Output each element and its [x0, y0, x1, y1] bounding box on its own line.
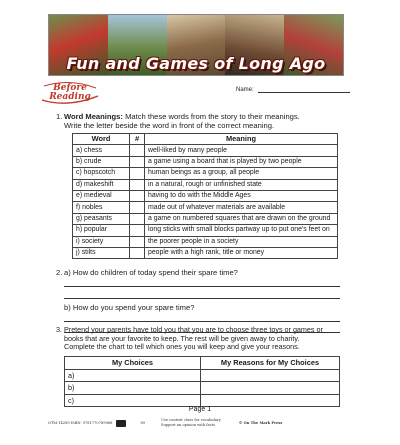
word-cell: f) nobles [73, 202, 130, 213]
table-row [65, 382, 340, 395]
footer-page: 89 [140, 421, 146, 425]
answer-cell[interactable] [130, 236, 145, 247]
footer-tip: Support an opinion with facts [161, 423, 216, 427]
meaning-cell: having to do with the Middle Ages [145, 190, 338, 201]
meaning-cell: a game on numbered squares that are drawn on the ground [145, 213, 338, 224]
word-cell: j) stilts [73, 247, 130, 258]
answer-line[interactable] [64, 286, 340, 287]
word-cell: i) society [73, 236, 130, 247]
table-row [73, 190, 338, 201]
page-number: Page 1 [188, 406, 212, 413]
choice-cell[interactable]: a) [65, 369, 201, 382]
word-meanings-table [72, 133, 338, 259]
name-write-line[interactable] [258, 87, 350, 93]
word-cell: d) makeshift [73, 179, 130, 190]
choice-cell[interactable]: c) [65, 394, 201, 407]
column-header-number: # [130, 134, 145, 145]
word-cell: g) peasants [73, 213, 130, 224]
column-header-word: Word [73, 134, 130, 145]
table-row [65, 394, 340, 407]
question-2b [64, 303, 194, 312]
question-text: books that are your favorite to keep. The rest will be given away to charity. [64, 333, 300, 343]
question-text: Match these words from the story to their meanings. [125, 112, 300, 121]
answer-cell[interactable] [130, 213, 145, 224]
table-row [73, 156, 338, 167]
question-number: 1. [56, 112, 63, 121]
table-row [73, 236, 338, 247]
table-row [73, 179, 338, 190]
footer-publisher: © On The Mark Press [238, 421, 283, 425]
question-number: 3. [56, 325, 62, 334]
column-header-meaning: Meaning [145, 134, 338, 145]
name-label: Name: [236, 87, 254, 93]
table-row [73, 225, 338, 236]
meaning-cell: well-liked by many people [145, 145, 338, 156]
title-banner [48, 14, 344, 76]
footer-tip: Use context clues for vocabulary [161, 418, 221, 422]
meaning-cell: people with a high rank, title or money [145, 247, 338, 258]
word-cell: e) medieval [73, 190, 130, 201]
badge-line-2: Reading [49, 92, 91, 102]
page-footer [48, 418, 352, 428]
table-row [73, 202, 338, 213]
choice-cell[interactable]: b) [65, 382, 201, 395]
badge-line-1: Before [53, 83, 87, 93]
answer-cell[interactable] [130, 168, 145, 179]
word-cell: c) hopscotch [73, 168, 130, 179]
answer-cell[interactable] [130, 156, 145, 167]
meaning-cell: a game using a board that is played by two people [145, 156, 338, 167]
column-header-reasons: My Reasons for My Choices [201, 357, 340, 370]
choices-table [64, 356, 340, 407]
answer-cell[interactable] [130, 145, 145, 156]
answer-cell[interactable] [130, 202, 145, 213]
answer-cell[interactable] [130, 247, 145, 258]
answer-cell[interactable] [130, 190, 145, 201]
meaning-cell: the poorer people in a society [145, 236, 338, 247]
question-text: Write the letter beside the word in front of the correct meaning. [64, 121, 275, 130]
footer-code: OTM-14289 ISBN: 9781770789968 [48, 421, 113, 425]
table-row [73, 247, 338, 258]
answer-line[interactable] [64, 298, 340, 299]
meaning-cell: in a natural, rough or unfinished state [145, 179, 338, 190]
question-text: b) How do you spend your spare time? [64, 303, 195, 312]
question-heading: Word Meanings: [64, 112, 123, 121]
question-3 [56, 325, 323, 352]
word-cell: b) crude [73, 156, 130, 167]
table-row [65, 369, 340, 382]
before-reading-badge [38, 80, 102, 106]
word-cell: h) popular [73, 225, 130, 236]
question-1 [56, 112, 300, 130]
name-field [236, 87, 350, 93]
reason-cell[interactable] [201, 382, 340, 395]
table-row [73, 168, 338, 179]
footer-tips [161, 418, 221, 428]
reason-cell[interactable] [201, 369, 340, 382]
reason-cell[interactable] [201, 394, 340, 407]
question-2a [56, 268, 238, 277]
table-row [73, 213, 338, 224]
word-cell: a) chess [73, 145, 130, 156]
table-row [73, 145, 338, 156]
answer-cell[interactable] [130, 179, 145, 190]
question-number: 2. [56, 268, 63, 277]
question-text: Pretend your parents have told you that you are to choose three toys or games or [64, 325, 323, 334]
question-text: Complete the chart to tell which ones you will keep and give your reasons. [64, 342, 300, 352]
question-text: a) How do children of today spend their spare time? [64, 268, 238, 277]
column-header-choices: My Choices [65, 357, 201, 370]
meaning-cell: human beings as a group, all people [145, 168, 338, 179]
page-title: Fun and Games of Long Ago [66, 54, 326, 73]
answer-line[interactable] [64, 321, 340, 322]
book-icon [116, 420, 126, 427]
meaning-cell: long sticks with small blocks partway up to put one's feet on [145, 225, 338, 236]
answer-cell[interactable] [130, 225, 145, 236]
meaning-cell: made out of whatever materials are available [145, 202, 338, 213]
